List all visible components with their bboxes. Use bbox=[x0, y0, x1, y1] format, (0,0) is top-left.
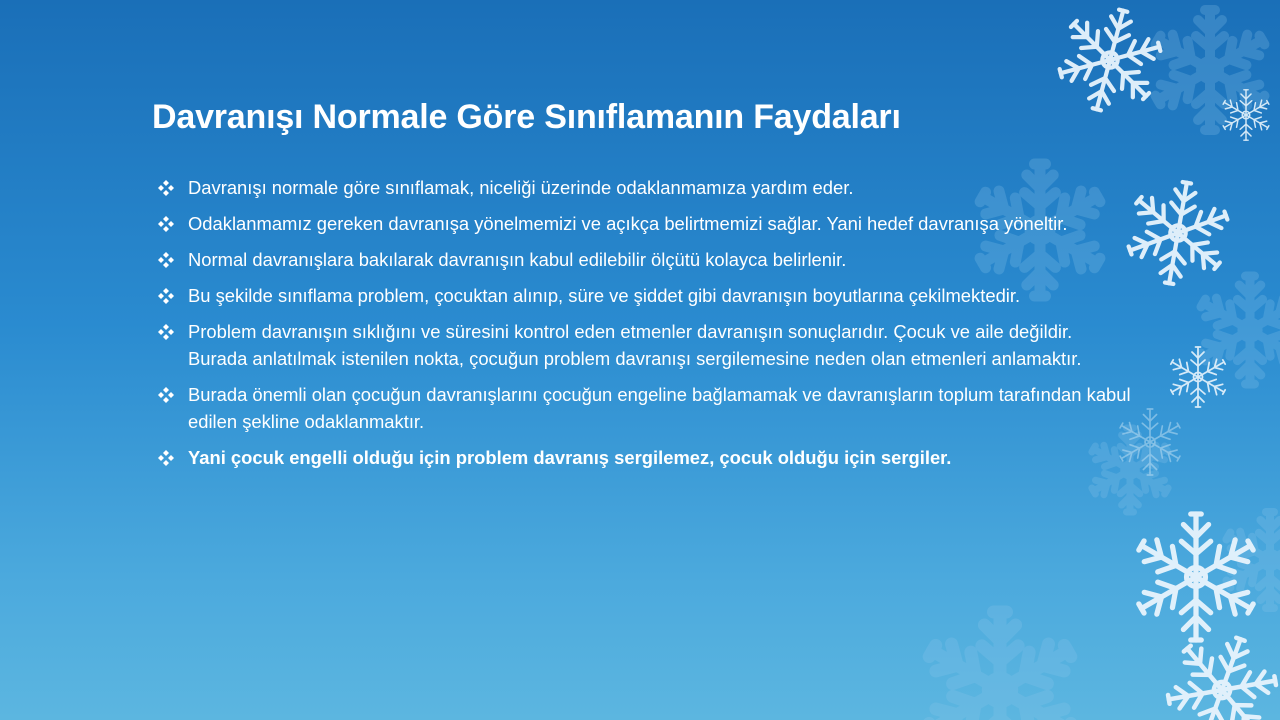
list-item bbox=[158, 210, 1133, 237]
list-item bbox=[158, 246, 1133, 273]
list-item bbox=[158, 174, 1133, 201]
list-item bbox=[158, 282, 1133, 309]
page-title: Davranışı Normale Göre Sınıflamanın Faydaları bbox=[152, 98, 901, 136]
bullet-text: Bu şekilde sınıflama problem, çocuktan alınıp, süre ve şiddet gibi davranışın boyutlarına çekilmektedir. bbox=[188, 285, 1021, 306]
bullet-text: Burada önemli olan çocuğun davranışlarını çocuğun engeline bağlamamak ve davranışların toplum tarafından kabul edilen şekline odaklanmaktır. bbox=[188, 384, 1131, 432]
list-item bbox=[158, 444, 1133, 471]
bullet-text: Davranışı normale göre sınıflamak, niceliği üzerinde odaklanmamıza yardım eder. bbox=[188, 177, 854, 198]
bullet-text: Normal davranışlara bakılarak davranışın kabul edilebilir ölçütü kolayca belirlenir. bbox=[188, 249, 847, 270]
four-diamond-bullet-icon bbox=[158, 450, 174, 466]
bullet-text: Odaklanmamız gereken davranışa yönelmemizi ve açıkça belirtmemizi sağlar. Yani hedef davranışa yöneltir. bbox=[188, 213, 1068, 234]
bullet-text: Problem davranışın sıklığını ve süresini kontrol eden etmenler davranışın sonuçlarıdır. Çocuk ve aile değildir. Burada anlatılmak istenilen nokta, çocuğun problem davranışı sergilemesine neden olan etmenleri anlamaktır. bbox=[188, 321, 1082, 369]
bullet-list bbox=[158, 174, 1133, 480]
four-diamond-bullet-icon bbox=[158, 180, 174, 196]
four-diamond-bullet-icon bbox=[158, 288, 174, 304]
list-item bbox=[158, 381, 1133, 435]
four-diamond-bullet-icon bbox=[158, 324, 174, 340]
four-diamond-bullet-icon bbox=[158, 252, 174, 268]
bullet-text: Yani çocuk engelli olduğu için problem davranış sergilemez, çocuk olduğu için sergiler. bbox=[188, 447, 952, 468]
list-item bbox=[158, 318, 1133, 372]
four-diamond-bullet-icon bbox=[158, 387, 174, 403]
four-diamond-bullet-icon bbox=[158, 216, 174, 232]
